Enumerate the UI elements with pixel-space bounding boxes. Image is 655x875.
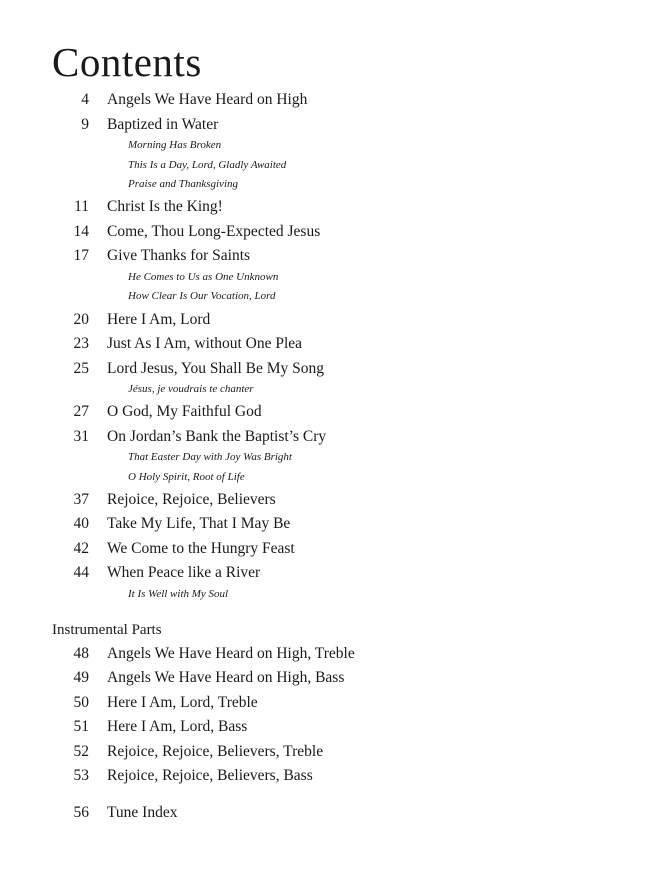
toc-entry[interactable] [52, 490, 612, 510]
entry-subtitle: It Is Well with My Soul [128, 588, 229, 600]
page-number: 44 [73, 564, 89, 581]
page-number: 23 [73, 335, 89, 352]
toc-entry[interactable] [52, 197, 612, 217]
toc-entry[interactable] [52, 222, 612, 242]
toc-entry[interactable] [52, 563, 612, 583]
page-number: 17 [73, 247, 89, 264]
page-number: 42 [73, 540, 89, 557]
entry-title: Here I Am, Lord, Treble [107, 694, 258, 711]
toc-entry[interactable] [52, 514, 612, 534]
entry-subtitle: O Holy Spirit, Root of Life [128, 471, 245, 483]
entry-subtitle: He Comes to Us as One Unknown [128, 271, 279, 283]
entry-subtitle: How Clear Is Our Vocation, Lord [128, 290, 276, 302]
toc-entry[interactable] [52, 693, 612, 713]
entry-title: When Peace like a River [107, 564, 261, 581]
page-number: 48 [73, 645, 89, 662]
page-number: 25 [73, 360, 89, 377]
entry-title: On Jordan’s Bank the Baptist’s Cry [107, 428, 327, 445]
toc-entry[interactable] [52, 402, 612, 422]
entry-title: Here I Am, Lord, Bass [107, 718, 248, 735]
entry-title: Rejoice, Rejoice, Believers [107, 491, 276, 508]
page-number: 51 [73, 718, 89, 735]
page-number: 11 [74, 198, 89, 215]
entry-title: Christ Is the King! [107, 198, 223, 215]
toc-entry[interactable] [52, 90, 612, 110]
entry-subtitle: That Easter Day with Joy Was Bright [128, 451, 292, 463]
toc-entry[interactable] [52, 246, 612, 266]
entry-title: Just As I Am, without One Plea [107, 335, 303, 352]
page-title: Contents [52, 39, 202, 85]
entry-subtitle: This Is a Day, Lord, Gladly Awaited [128, 159, 287, 171]
entry-subtitle: Jésus, je voudrais te chanter [128, 383, 254, 395]
page-number: 49 [73, 669, 89, 686]
toc-entry[interactable] [52, 644, 612, 664]
entry-title: Lord Jesus, You Shall Be My Song [107, 360, 325, 377]
toc-entry[interactable] [52, 310, 612, 330]
entry-title: Come, Thou Long-Expected Jesus [107, 223, 321, 240]
section-heading-instrumental: Instrumental Parts [52, 622, 162, 638]
toc-entry[interactable] [52, 766, 612, 786]
page-number: 31 [73, 428, 89, 445]
toc-entry[interactable] [52, 427, 612, 447]
toc-entry[interactable] [52, 115, 612, 135]
entry-title: O God, My Faithful God [107, 403, 262, 420]
entry-title: Tune Index [107, 804, 178, 821]
entry-title: Baptized in Water [107, 116, 219, 133]
page-number: 14 [73, 223, 89, 240]
page-number: 37 [73, 491, 89, 508]
toc-entry-tune-index[interactable] [52, 803, 612, 823]
page-number: 4 [81, 91, 89, 108]
page-number: 40 [73, 515, 89, 532]
page-number: 50 [73, 694, 89, 711]
page-number: 56 [73, 804, 89, 821]
entry-subtitle: Morning Has Broken [128, 139, 222, 151]
entry-title: Here I Am, Lord [107, 311, 211, 328]
toc-entry[interactable] [52, 334, 612, 354]
toc-entry[interactable] [52, 717, 612, 737]
page-number: 52 [73, 743, 89, 760]
entry-title: We Come to the Hungry Feast [107, 540, 295, 557]
entry-title: Rejoice, Rejoice, Believers, Treble [107, 743, 324, 760]
entry-title: Rejoice, Rejoice, Believers, Bass [107, 767, 313, 784]
toc-entry[interactable] [52, 668, 612, 688]
page-number: 27 [73, 403, 89, 420]
toc-entry[interactable] [52, 539, 612, 559]
page-number: 20 [73, 311, 89, 328]
toc-entry[interactable] [52, 742, 612, 762]
page-number: 9 [81, 116, 89, 133]
entry-title: Angels We Have Heard on High [107, 91, 308, 108]
entry-title: Take My Life, That I May Be [107, 515, 291, 532]
entry-title: Angels We Have Heard on High, Bass [107, 669, 345, 686]
entry-title: Give Thanks for Saints [107, 247, 251, 264]
page-number: 53 [73, 767, 89, 784]
entry-title: Angels We Have Heard on High, Treble [107, 645, 355, 662]
toc-entry[interactable] [52, 359, 612, 379]
entry-subtitle: Praise and Thanksgiving [128, 178, 238, 190]
